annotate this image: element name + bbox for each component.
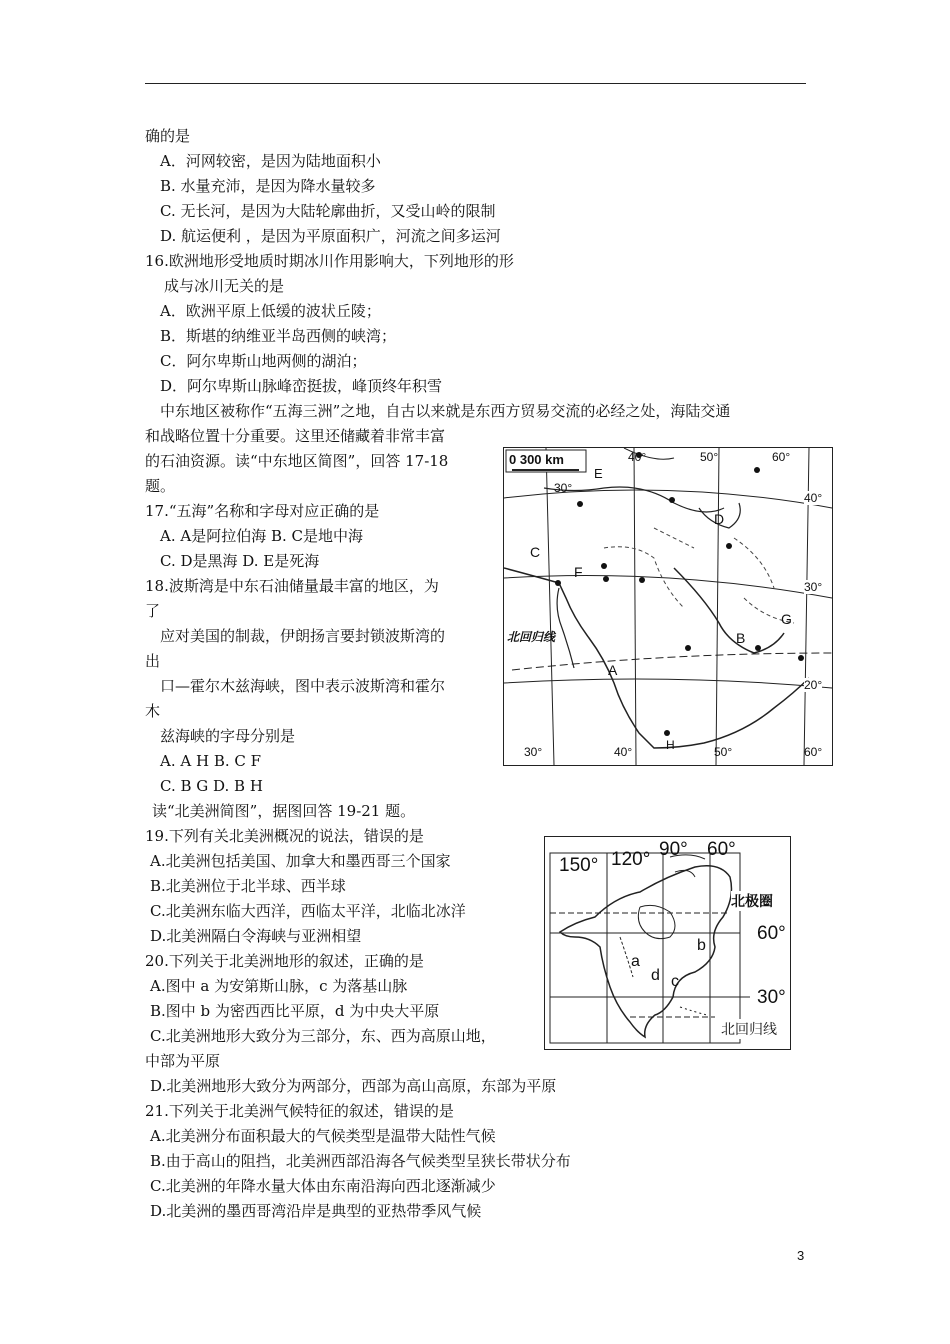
option-line: C．阿尔卑斯山地两侧的湖泊；	[160, 352, 367, 370]
passage-line: 的石油资源。读“中东地区简图”，回答 17-18	[145, 452, 449, 470]
option-line: C. 无长河，是因为大陆轮廓曲折，又受山岭的限制	[160, 202, 496, 220]
degree-label: 60°	[804, 745, 823, 759]
option-line: A. A H B. C F	[160, 752, 262, 770]
option-line: B．斯堪的纳维亚半岛西侧的峡湾；	[160, 327, 397, 345]
option-line: B.北美洲位于北半球、西半球	[150, 877, 346, 895]
text-line: 应对美国的制裁，伊朗扬言要封锁波斯湾的	[160, 627, 446, 645]
text-line: 中部为平原	[145, 1052, 221, 1070]
passage-line: 题。	[145, 477, 176, 495]
tropic-label: 北回归线	[507, 630, 556, 644]
letter-a: a	[631, 953, 640, 970]
question-17: 17.“五海”名称和字母对应正确的是	[145, 502, 380, 520]
letter-e: E	[594, 466, 603, 481]
degree-label: 40°	[628, 450, 647, 464]
letter-f: F	[574, 564, 583, 580]
text-line: 出	[145, 652, 161, 670]
option-line: C. D是黑海 D. E是死海	[160, 552, 320, 570]
question-16: 16.欧洲地形受地质时期冰川作用影响大，下列地形的形	[145, 252, 514, 270]
arctic-circle-label: 北极圈	[731, 893, 773, 909]
letter-b: b	[697, 937, 706, 954]
degree-label: 120°	[611, 849, 651, 870]
degree-label: 60°	[772, 450, 791, 464]
text-line: 了	[145, 602, 161, 620]
degree-label: 40°	[804, 491, 823, 505]
option-line: D. 航运便利 ，是因为平原面积广，河流之间多运河	[160, 227, 501, 245]
option-line: B.由于高山的阻挡，北美洲西部沿海各气候类型呈狭长带状分布	[150, 1152, 571, 1170]
option-line: B.图中 b 为密西西比平原，d 为中央大平原	[150, 1002, 440, 1020]
letter-a: A	[608, 662, 618, 678]
degree-label: 50°	[714, 745, 733, 759]
passage-line: 读“北美洲简图”，据图回答 19-21 题。	[152, 802, 416, 820]
degree-label: 150°	[559, 855, 599, 876]
option-line: C. B G D. B H	[160, 777, 263, 795]
text-line: 成与冰川无关的是	[164, 277, 285, 295]
degree-label: 30°	[524, 745, 543, 759]
degree-label: 40°	[614, 745, 633, 759]
option-line: A.北美洲包括美国、加拿大和墨西哥三个国家	[150, 852, 451, 870]
degree-label: 60°	[757, 923, 786, 944]
degree-label: 50°	[700, 450, 719, 464]
letter-d: d	[651, 967, 660, 984]
degree-label: 30°	[757, 987, 786, 1008]
letter-b: B	[736, 630, 746, 646]
page-number: 3	[797, 1248, 805, 1263]
letter-c: c	[671, 973, 679, 990]
option-line: A. A是阿拉伯海 B. C是地中海	[160, 527, 364, 545]
option-line: A．欧洲平原上低缓的波状丘陵；	[160, 302, 381, 320]
question-20: 20.下列关于北美洲地形的叙述，正确的是	[145, 952, 424, 970]
tropic-label: 北回归线	[721, 1021, 777, 1037]
degree-label: 30°	[804, 580, 823, 594]
letter-h: H	[666, 738, 675, 752]
middle-east-map-drawing	[504, 448, 832, 765]
option-line: C.北美洲的年降水量大体由东南沿海向西北逐渐减少	[150, 1177, 496, 1195]
option-line: D．阿尔卑斯山脉峰峦挺拔，峰顶终年积雪	[160, 377, 443, 395]
letter-d: D	[714, 511, 725, 527]
option-line: D.北美洲的墨西哥湾沿岸是典型的亚热带季风气候	[150, 1202, 482, 1220]
text-line: 兹海峡的字母分别是	[160, 727, 296, 745]
option-line: A.图中 a 为安第斯山脉，c 为落基山脉	[150, 977, 408, 995]
text-line: 口—霍尔木兹海峡，图中表示波斯湾和霍尔	[160, 677, 446, 695]
degree-label: 30°	[554, 481, 573, 495]
letter-c: C	[530, 544, 541, 560]
text-line: 木	[145, 702, 161, 720]
degree-label: 20°	[804, 678, 823, 692]
option-line: D.北美洲隔白令海峡与亚洲相望	[150, 927, 362, 945]
question-19: 19.下列有关北美洲概况的说法，错误的是	[145, 827, 424, 845]
option-line: C.北美洲东临大西洋，西临太平洋，北临北冰洋	[150, 902, 466, 920]
text-line: 确的是	[145, 127, 191, 145]
option-line: D.北美洲地形大致分为两部分，西部为高山高原，东部为平原	[150, 1077, 557, 1095]
degree-label: 90°	[659, 839, 688, 860]
degree-label: 60°	[707, 839, 736, 860]
passage-line: 中东地区被称作“五海三洲”之地，自古以来就是东西方贸易交流的必经之处，海陆交通	[160, 402, 731, 420]
scale-label: 0 300 km	[509, 452, 564, 467]
option-line: A.北美洲分布面积最大的气候类型是温带大陆性气候	[150, 1127, 496, 1145]
letter-g: G	[781, 611, 792, 627]
question-18: 18.波斯湾是中东石油储量最丰富的地区，为	[145, 577, 439, 595]
header-rule	[145, 83, 806, 84]
option-line: A．河网较密，是因为陆地面积小	[160, 152, 381, 170]
question-21: 21.下列关于北美洲气候特征的叙述，错误的是	[145, 1102, 454, 1120]
middle-east-map	[503, 447, 833, 766]
option-line: C.北美洲地形大致分为三部分，东、西为高原山地，	[150, 1027, 496, 1045]
north-america-map	[544, 836, 791, 1050]
option-line: B. 水量充沛，是因为降水量较多	[160, 177, 376, 195]
passage-line: 和战略位置十分重要。这里还储藏着非常丰富	[145, 427, 446, 445]
